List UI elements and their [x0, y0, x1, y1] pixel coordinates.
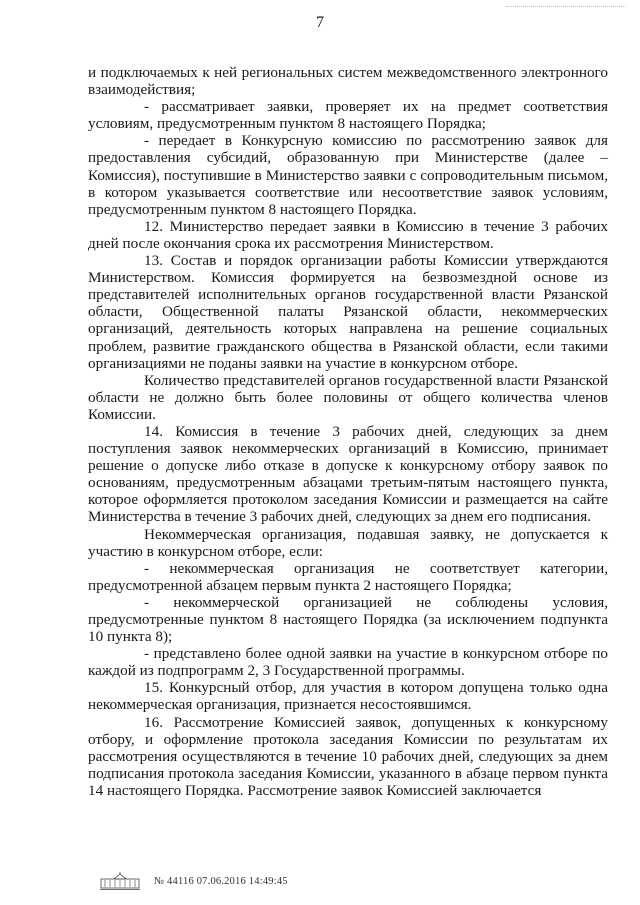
paragraph: 16. Рассмотрение Комиссией заявок, допущенных к конкурсному отбору, и оформление протокола заседания Комиссии по результатам их рассмотрения осуществляются в течение 10 рабочих дней, следующих за днем подписания протокола заседания Комиссии, указанного в абзаце первом пункта 14 настоящего Порядка. Рассмотрение заявок Комиссией заключается	[88, 713, 608, 799]
paragraph: - некоммерческой организацией не соблюдены условия, предусмотренные пунктом 8 настоящего Порядка (за исключением подпункта 10 пункта 8);	[88, 593, 608, 646]
registration-number: № 44116 07.06.2016 14:49:45	[154, 875, 288, 887]
scan-artifact	[506, 6, 626, 11]
paragraph: - некоммерческая организация не соответствует категории, предусмотренной абзацем первым пункта 2 настоящего Порядка;	[88, 559, 608, 594]
paragraph: 15. Конкурсный отбор, для участия в котором допущена только одна некоммерческая организация, признается несостоявшимся.	[88, 679, 608, 714]
paragraph: Количество представителей органов государственной власти Рязанской области не должно быть более половины от общего количества членов Комиссии.	[88, 371, 608, 423]
paragraph: и подключаемых к ней региональных систем межведомственного электронного взаимодействия;	[88, 64, 608, 99]
page-footer	[100, 870, 288, 892]
paragraph: - представлено более одной заявки на участие в конкурсном отборе по каждой из подпрограмм 2, 3 Государственной программы.	[88, 645, 608, 680]
building-stamp-icon	[100, 871, 140, 891]
paragraph: 13. Состав и порядок организации работы Комиссии утверждаются Министерством. Комиссия формируется на безвозмездной основе из представителей исполнительных органов государственной власти Рязанской области, Общественной палаты Рязанской области, некоммерческих организаций, деятельность которых направлена на решение социальных проблем, развитие гражданского общества в Рязанской области, если такими организациями не поданы заявки на участие в конкурсном отборе.	[88, 252, 608, 372]
paragraph: Некоммерческая организация, подавшая заявку, не допускается к участию в конкурсном отборе, если:	[88, 525, 608, 560]
paragraph: - рассматривает заявки, проверяет их на предмет соответствия условиям, предусмотренным пунктом 8 настоящего Порядка;	[88, 98, 608, 133]
paragraph: 12. Министерство передает заявки в Комиссию в течение 3 рабочих дней после окончания срока их рассмотрения Министерством.	[88, 217, 608, 252]
document-body	[88, 64, 608, 799]
page-number: 7	[316, 14, 324, 31]
paragraph: 14. Комиссия в течение 3 рабочих дней, следующих за днем поступления заявок некоммерческих организаций в Комиссию, принимает решение о допуске либо отказе в допуске к конкурсному отбору заявок по основаниям, предусмотренным абзацами третьим-пятым настоящего пункта, которое оформляется протоколом заседания Комиссии и размещается на сайте Министерства в течение 3 рабочих дней, следующих за днем его подписания.	[88, 422, 608, 526]
paragraph: - передает в Конкурсную комиссию по рассмотрению заявок для предоставления субсидий, образованную при Министерстве (далее – Комиссия), поступившие в Министерство заявки с сопроводительным письмом, в котором указывается соответствие или несоответствие заявок условиям, предусмотренным пунктом 8 настоящего Порядка.	[88, 132, 608, 218]
